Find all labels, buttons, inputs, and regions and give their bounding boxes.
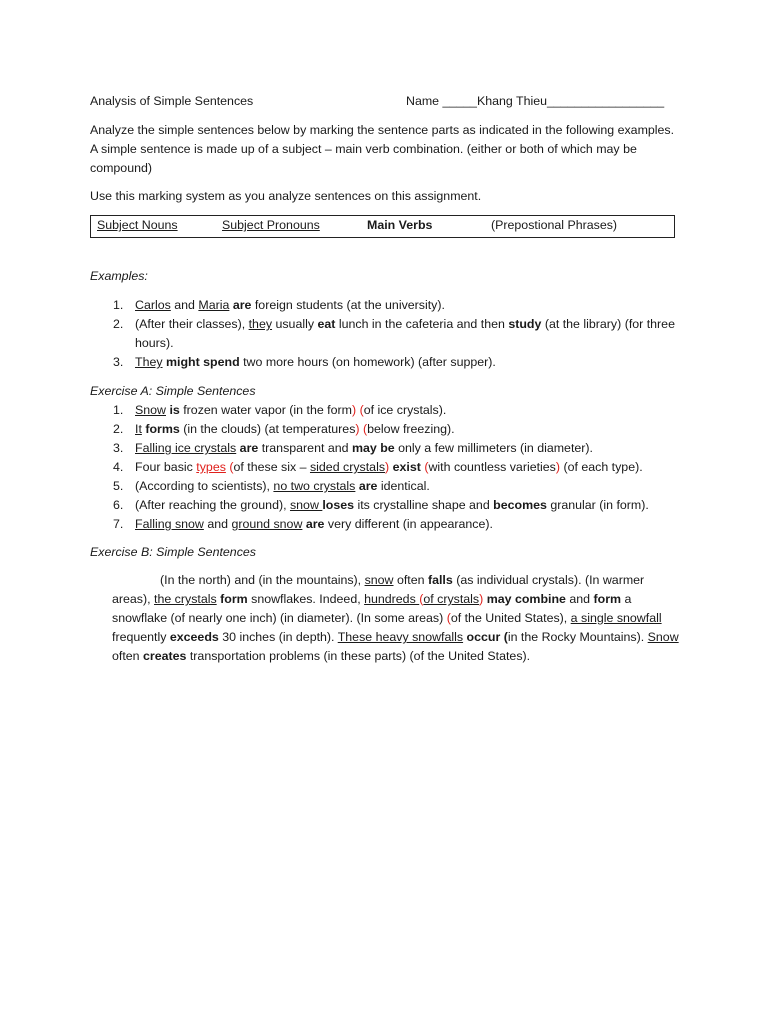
subject-mark: Snow [647, 630, 679, 644]
text-segment: often [393, 573, 428, 587]
text-segment: granular (in form). [546, 498, 649, 512]
subject-mark: snow [364, 573, 394, 587]
verb-mark: becomes [493, 498, 547, 512]
list-item [90, 496, 680, 515]
exercise-b-paragraph [90, 571, 680, 666]
red-paren-mark: ) [555, 460, 561, 474]
item-number: 1. [113, 403, 124, 417]
marking-legend-box [90, 215, 675, 238]
item-number: 3. [113, 441, 124, 455]
text-segment: lunch in the cafeteria and then [335, 317, 509, 331]
red-paren-mark: ( [359, 403, 364, 417]
subject-mark: sided crystals [309, 460, 386, 474]
verb-mark: occur ( [466, 630, 508, 644]
subject-mark: Falling snow [135, 517, 204, 531]
subject-mark: They [135, 355, 163, 369]
exercise-a-list [90, 401, 680, 534]
text-segment: (of each type). [560, 460, 643, 474]
verb-mark: may be [351, 441, 395, 455]
text-segment: a snowflake (of nearly one inch) (in diameter). (In some areas) [112, 592, 632, 625]
red-subject-mark: types [196, 460, 226, 474]
subject-mark: of crystals [423, 592, 480, 606]
verb-mark: may combine [486, 592, 566, 606]
text-segment: and [203, 517, 232, 531]
item-number: 7. [113, 517, 124, 531]
verb-mark: are [305, 517, 325, 531]
list-item [90, 439, 680, 458]
text-segment: (as individual crystals). (In warmer areas), [112, 573, 645, 606]
verb-mark: is [169, 403, 180, 417]
list-item [90, 458, 680, 477]
text-segment: (After their classes), [135, 317, 249, 331]
subject-mark: they [248, 317, 273, 331]
text-segment: its crystalline shape and [354, 498, 494, 512]
text-segment: and [170, 298, 199, 312]
red-paren-mark: ) [385, 460, 390, 474]
subject-mark: Falling ice crystals [135, 441, 237, 455]
exercise-b-text [112, 573, 679, 663]
subject-mark: It [135, 422, 142, 436]
item-number: 4. [113, 460, 124, 474]
subject-mark: hundreds [364, 592, 420, 606]
verb-mark: exist [392, 460, 421, 474]
item-number: 6. [113, 498, 124, 512]
text-segment: of ice crystals). [363, 403, 447, 417]
list-item [90, 477, 680, 496]
text-segment: and [565, 592, 594, 606]
text-segment: transportation problems (in these parts) (of the United States). [186, 649, 531, 663]
verb-mark: are [239, 441, 259, 455]
subject-mark: Maria [198, 298, 230, 312]
item-number: 1. [113, 298, 124, 312]
subject-mark: These heavy snowfalls [337, 630, 464, 644]
verb-mark: might spend [166, 355, 240, 369]
red-paren-mark: ) [355, 422, 360, 436]
text-segment: transparent and [258, 441, 352, 455]
marking-system-instruction: Use this marking system as you analyze sentences on this assignment. [90, 189, 482, 203]
list-item [90, 515, 680, 534]
document-page [90, 92, 680, 666]
verb-mark: study [508, 317, 542, 331]
exercise-a-heading: Exercise A: Simple Sentences [90, 384, 256, 398]
verb-mark: are [358, 479, 378, 493]
text-segment: often [112, 649, 144, 663]
text-segment: usually [272, 317, 318, 331]
legend-prepositional-phrases: (Prepostional Phrases) [491, 218, 618, 232]
verb-mark: are [232, 298, 252, 312]
text-segment: very different (in appearance). [324, 517, 493, 531]
red-paren-mark: ( [363, 422, 368, 436]
subject-mark: ground snow [231, 517, 303, 531]
text-segment: (In the north) and (in the mountains), [160, 573, 365, 587]
text-segment: two more hours (on homework) (after supper). [239, 355, 496, 369]
text-segment: (in the clouds) (at temperatures [179, 422, 356, 436]
text-segment: in the Rocky Mountains). [507, 630, 648, 644]
red-paren-mark: ( [419, 592, 424, 606]
header [90, 92, 680, 112]
subject-mark: the crystals [154, 592, 217, 606]
list-item [90, 353, 680, 372]
subject-mark: Snow [135, 403, 166, 417]
legend-subject-nouns: Subject Nouns [97, 218, 178, 232]
red-paren-mark: ( [424, 460, 429, 474]
list-item [90, 401, 680, 420]
text-segment: frequently [112, 630, 170, 644]
red-paren-mark: ( [446, 611, 451, 625]
text-segment: snowflakes. Indeed, [247, 592, 365, 606]
list-item [90, 296, 680, 315]
text-segment: (at the library) (for three hours). [135, 317, 675, 350]
text-segment: only a few millimeters (in diameter). [394, 441, 593, 455]
legend-main-verbs: Main Verbs [367, 218, 433, 232]
verb-mark: exceeds [169, 630, 219, 644]
text-segment: frozen water vapor (in the form [179, 403, 352, 417]
verb-mark: creates [143, 649, 187, 663]
subject-mark: a single snowfall [570, 611, 662, 625]
verb-mark: loses [322, 498, 355, 512]
doc-title: Analysis of Simple Sentences [90, 94, 254, 108]
text-segment: (After reaching the ground), [135, 498, 290, 512]
text-segment: Four basic [135, 460, 197, 474]
text-segment: of these six – [233, 460, 310, 474]
examples-heading: Examples: [90, 269, 148, 283]
list-item [90, 420, 680, 439]
item-number: 5. [113, 479, 124, 493]
text-segment: of the United States), [450, 611, 571, 625]
exercise-b-heading: Exercise B: Simple Sentences [90, 545, 256, 559]
examples-list [90, 296, 680, 372]
red-paren-mark: ) [479, 592, 484, 606]
list-item [90, 315, 680, 353]
verb-mark: form [220, 592, 248, 606]
text-segment: below freezing). [367, 422, 455, 436]
intro-paragraph: Analyze the simple sentences below by marking the sentence parts as indicated in the following examples. A simple sentence is made up of a subject – main verb combination. (either or both of which may be compound) [90, 123, 675, 175]
item-number: 2. [113, 422, 124, 436]
subject-mark: no two crystals [273, 479, 356, 493]
text-segment: foreign students (at the university). [251, 298, 445, 312]
subject-mark: snow [289, 498, 323, 512]
item-number: 2. [113, 317, 124, 331]
verb-mark: form [593, 592, 622, 606]
text-segment: identical. [377, 479, 430, 493]
verb-mark: eat [317, 317, 336, 331]
legend-subject-pronouns: Subject Pronouns [222, 218, 320, 232]
verb-mark: forms [145, 422, 180, 436]
item-number: 3. [113, 355, 124, 369]
verb-mark: falls [427, 573, 453, 587]
text-segment: with countless varieties [428, 460, 556, 474]
text-segment: 30 inches (in depth). [218, 630, 338, 644]
text-segment: (According to scientists), [135, 479, 274, 493]
red-paren-mark: ( [229, 460, 234, 474]
student-name-line: Name _____Khang Thieu_________________ [406, 94, 665, 108]
red-paren-mark: ) [351, 403, 357, 417]
subject-mark: Carlos [135, 298, 171, 312]
